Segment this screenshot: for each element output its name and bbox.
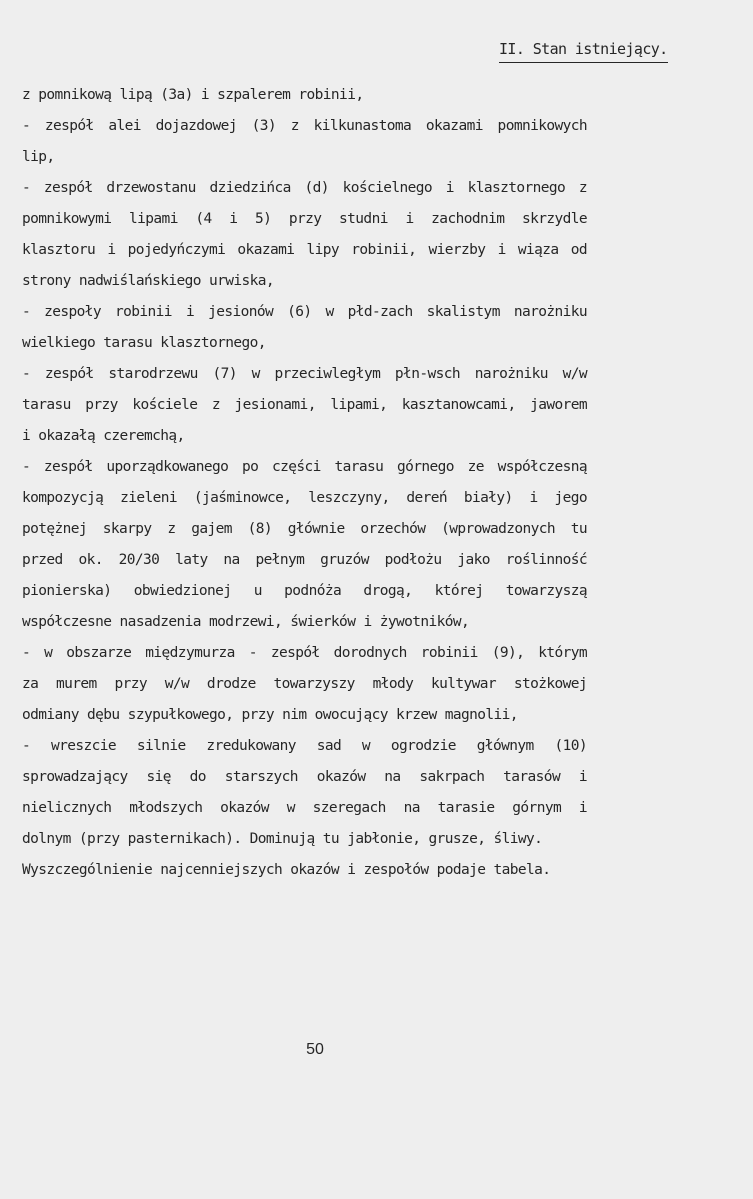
text-line: przed ok. 20/30 laty na pełnym gruzów podłożu jako roślinność bbox=[22, 552, 587, 568]
text-line: - zespół alei dojazdowej (3) z kilkunastoma okazami pomnikowych bbox=[22, 118, 587, 134]
text-line: dolnym (przy pasternikach). Dominują tu jabłonie, grusze, śliwy. bbox=[22, 831, 543, 847]
text-line: - w obszarze międzymurza - zespół dorodnych robinii (9), którym bbox=[22, 645, 587, 661]
text-line: strony nadwiślańskiego urwiska, bbox=[22, 273, 275, 289]
text-line: pomnikowymi lipami (4 i 5) przy studni i zachodnim skrzydle bbox=[22, 211, 587, 227]
text-line: potężnej skarpy z gajem (8) głównie orzechów (wprowadzonych tu bbox=[22, 521, 587, 537]
text-line: współczesne nasadzenia modrzewi, świerków i żywotników, bbox=[22, 614, 470, 630]
body-text bbox=[22, 80, 587, 886]
running-header: II. Stan istniejący. bbox=[499, 40, 668, 58]
page-number: 50 bbox=[306, 1041, 324, 1058]
text-line: - wreszcie silnie zredukowany sad w ogrodzie głównym (10) bbox=[22, 738, 587, 754]
text-line: z pomnikową lipą (3a) i szpalerem robinii, bbox=[22, 87, 364, 103]
text-line: klasztoru i pojedyńczymi okazami lipy robinii, wierzby i wiąza od bbox=[22, 242, 587, 258]
text-line: wielkiego tarasu klasztornego, bbox=[22, 335, 266, 351]
text-line: tarasu przy kościele z jesionami, lipami, kasztanowcami, jaworem bbox=[22, 397, 587, 413]
text-line: - zespół starodrzewu (7) w przeciwległym płn-wsch narożniku w/w bbox=[22, 366, 587, 382]
text-line: lip, bbox=[22, 149, 55, 165]
text-line: odmiany dębu szypułkowego, przy nim owocujący krzew magnolii, bbox=[22, 707, 518, 723]
text-line: - zespoły robinii i jesionów (6) w płd-zach skalistym narożniku bbox=[22, 304, 587, 320]
text-line: - zespół uporządkowanego po części tarasu górnego ze współczesną bbox=[22, 459, 587, 475]
text-line: za murem przy w/w drodze towarzyszy młody kultywar stożkowej bbox=[22, 676, 587, 692]
text-line: pionierska) obwiedzionej u podnóża drogą, której towarzyszą bbox=[22, 583, 587, 599]
text-line: kompozycją zieleni (jaśminowce, leszczyny, dereń biały) i jego bbox=[22, 490, 587, 506]
text-line: - zespół drzewostanu dziedzińca (d) kościelnego i klasztornego z bbox=[22, 180, 587, 196]
text-line: i okazałą czeremchą, bbox=[22, 428, 185, 444]
text-line: Wyszczególnienie najcenniejszych okazów i zespołów podaje tabela. bbox=[22, 862, 551, 878]
text-line: sprowadzający się do starszych okazów na sakrpach tarasów i bbox=[22, 769, 587, 785]
text-line: nielicznych młodszych okazów w szeregach na tarasie górnym i bbox=[22, 800, 587, 816]
